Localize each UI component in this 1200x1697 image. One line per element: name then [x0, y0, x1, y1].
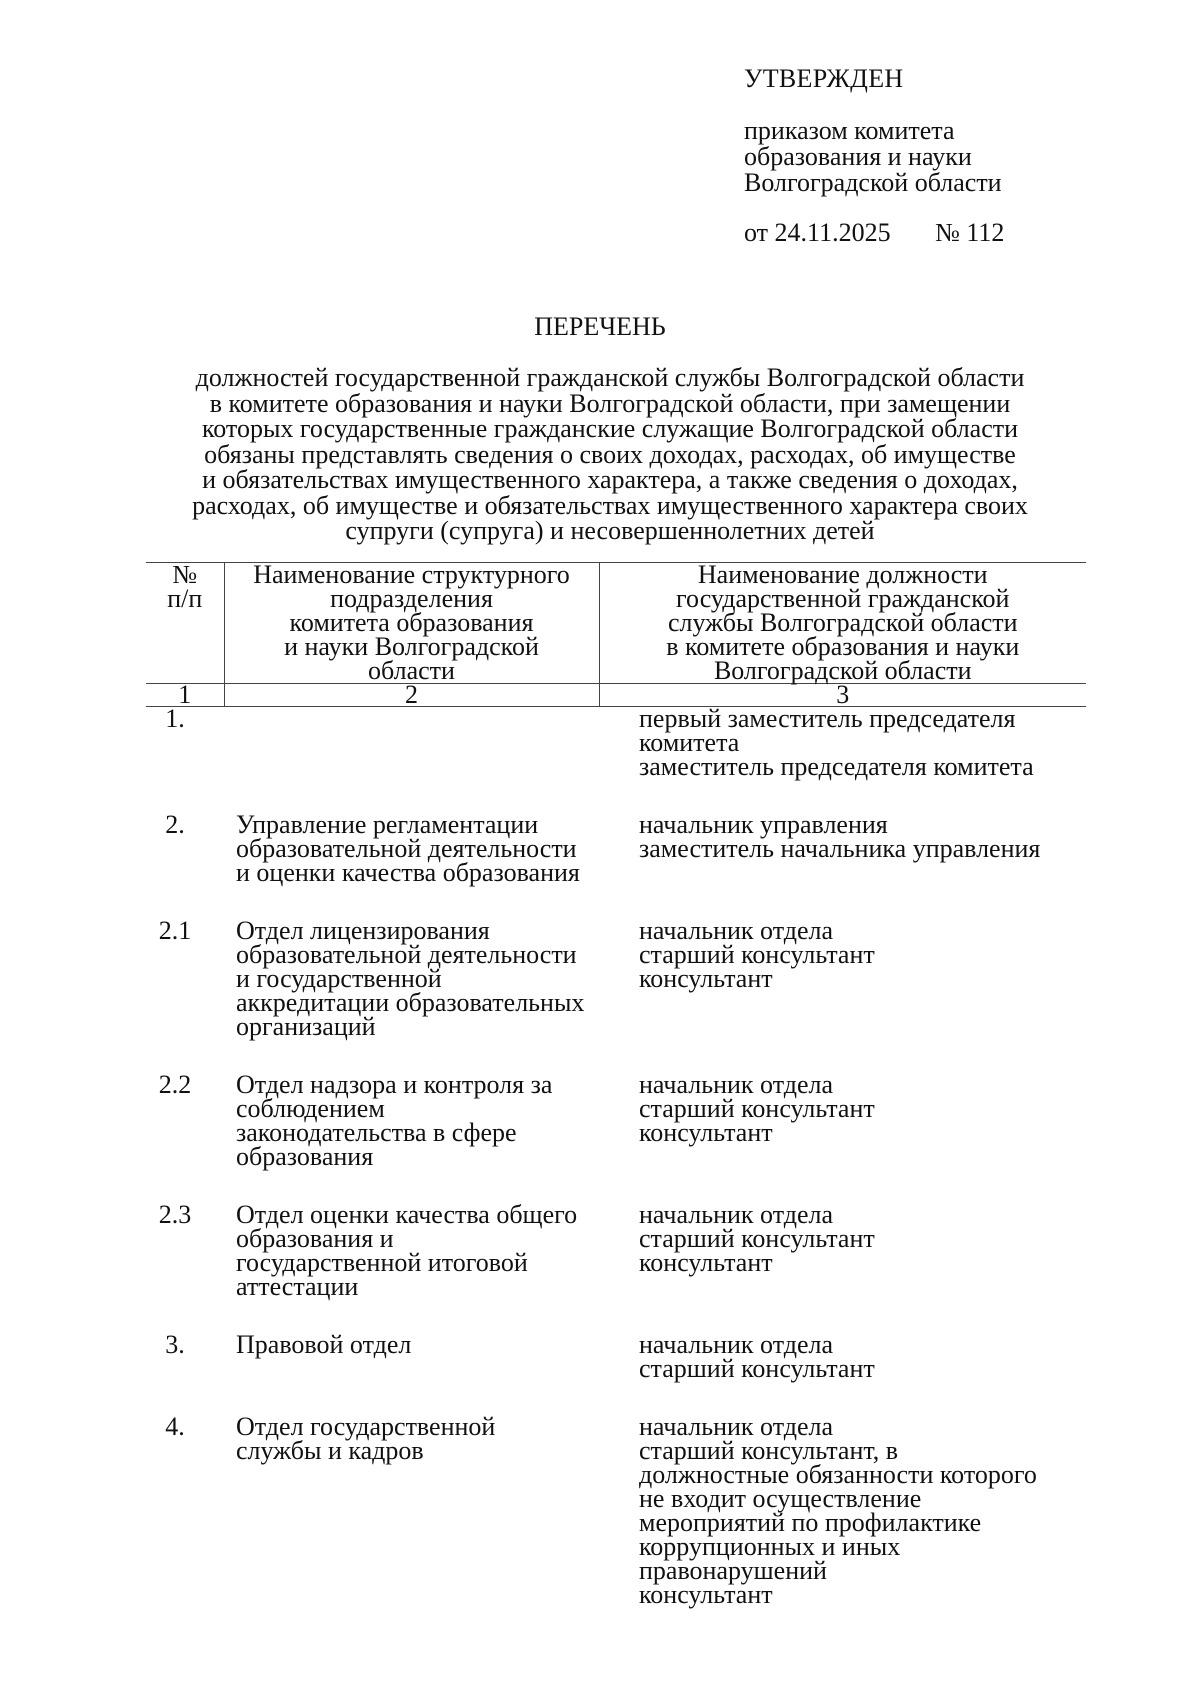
header-number: [146, 560, 224, 684]
unit-line: государственной итоговой: [236, 1248, 528, 1277]
position-line: комитета: [639, 728, 740, 757]
column-number: 2: [224, 684, 599, 707]
table-header-row: [146, 563, 1086, 684]
header-line: области: [368, 656, 455, 685]
subtitle-line: супруги (супруга) и несовершеннолетних детей: [345, 516, 875, 545]
row-number-text: 2.2: [158, 1070, 192, 1099]
row-positions: [599, 810, 1086, 919]
row-number: [146, 810, 224, 919]
position-line: старший консультант: [639, 1224, 875, 1253]
row-positions: [599, 1330, 1086, 1415]
unit-line: службы и кадров: [236, 1436, 424, 1465]
approval-date: 24.11.2025: [774, 218, 891, 247]
approval-order: [744, 118, 1164, 196]
row-unit: [224, 1412, 599, 1641]
subtitle-line: которых государственные гражданские служащие Волгоградской области: [201, 414, 1019, 443]
subtitle-line: обязаны представлять сведения о своих доходах, расходах, об имуществе: [204, 439, 1016, 469]
table-row: [146, 1073, 1086, 1203]
header-line: и науки Волгоградской: [284, 632, 539, 661]
row-positions: [599, 916, 1086, 1073]
position-line: старший консультант: [639, 1354, 875, 1383]
row-number: [146, 1200, 224, 1333]
unit-line: Правовой отдел: [236, 1330, 412, 1359]
approval-stamp: УТВЕРЖДЕН: [744, 64, 904, 93]
subtitle-line: в комитете образования и науки Волгоградской области, при замещении: [209, 388, 1011, 418]
approval-order-line: приказом комитета: [744, 116, 955, 145]
unit-line: образования: [236, 1142, 374, 1171]
approval-order-line: образования и науки: [744, 142, 972, 171]
row-number-text: 2.1: [158, 916, 192, 945]
position-line: первый заместитель председателя: [639, 704, 1016, 733]
positions-table: [146, 562, 1086, 1641]
unit-line: организаций: [236, 1012, 376, 1041]
unit-line: Отдел надзора и контроля за: [236, 1070, 553, 1099]
position-line: начальник отдела: [639, 1412, 834, 1441]
position-line: консультант: [639, 1580, 773, 1609]
unit-line: аттестации: [236, 1272, 359, 1301]
unit-line: Отдел оценки качества общего: [236, 1200, 578, 1229]
position-line: начальник отдела: [639, 1070, 834, 1099]
row-positions: [599, 1070, 1086, 1203]
unit-line: аккредитации образовательных: [236, 988, 585, 1017]
unit-line: законодательства в сфере: [236, 1118, 517, 1147]
position-line: старший консультант, в: [639, 1436, 899, 1465]
row-number-text: 2.3: [158, 1200, 192, 1229]
approval-number: 112: [966, 218, 1005, 247]
unit-line: Отдел лицензирования: [236, 916, 490, 945]
table-row: [146, 813, 1086, 919]
table-row: [146, 919, 1086, 1073]
column-number: 1: [146, 684, 224, 707]
row-number-text: 2.: [165, 810, 185, 839]
row-positions: [599, 1412, 1086, 1641]
position-line: консультант: [639, 1118, 773, 1147]
table-row: [146, 707, 1086, 814]
table-row: [146, 1333, 1086, 1415]
position-line: не входит осуществление: [639, 1484, 922, 1513]
position-line: начальник отдела: [639, 916, 834, 945]
unit-line: Управление регламентации: [236, 810, 539, 839]
header-line: п/п: [167, 584, 203, 613]
table-row: [146, 1415, 1086, 1641]
position-line: правонарушений: [639, 1556, 827, 1585]
row-number-text: 1.: [165, 704, 185, 733]
document-title: ПЕРЕЧЕНЬ: [534, 312, 666, 341]
position-line: должностные обязанности которого: [639, 1460, 1037, 1489]
unit-line: образовательной деятельности: [236, 940, 577, 969]
header-line: государственной гражданской: [676, 584, 1010, 613]
row-number: [146, 916, 224, 1073]
approval-order-line: Волгоградской области: [744, 168, 1002, 197]
approval-block: [744, 66, 1164, 246]
unit-line: Отдел государственной: [236, 1412, 496, 1441]
position-line: мероприятий по профилактике: [639, 1508, 982, 1537]
row-number: [146, 1330, 224, 1415]
position-line: коррупционных и иных: [639, 1532, 901, 1561]
table-row: [146, 1203, 1086, 1333]
header-line: Наименование структурного: [253, 560, 570, 589]
document-subtitle: [130, 365, 1090, 544]
header-line: комитета образования: [289, 608, 534, 637]
position-line: начальник управления: [639, 810, 888, 839]
unit-line: и государственной: [236, 964, 442, 993]
row-unit: [224, 916, 599, 1073]
position-line: старший консультант: [639, 940, 875, 969]
unit-line: образовательной деятельности: [236, 834, 577, 863]
approval-date-line: [744, 220, 1164, 246]
row-unit: [224, 1200, 599, 1333]
header-line: Волгоградской области: [713, 656, 972, 685]
header-line: №: [172, 560, 198, 589]
subtitle-line: должностей государственной гражданской службы Волгоградской области: [195, 363, 1025, 392]
header-line: подразделения: [330, 584, 493, 613]
unit-line: соблюдением: [236, 1094, 385, 1123]
header-unit: [224, 560, 599, 685]
position-line: старший консультант: [639, 1094, 875, 1123]
header-position: [599, 560, 1086, 685]
row-number-text: 4.: [165, 1412, 185, 1441]
row-positions: [599, 1200, 1086, 1333]
unit-line: и оценки качества образования: [236, 858, 580, 887]
row-number: [146, 1070, 224, 1203]
position-line: консультант: [639, 1248, 773, 1277]
number-sign: №: [935, 218, 960, 247]
subtitle-line: и обязательствах имущественного характера, а также сведения о доходах,: [202, 465, 1018, 494]
table-body: [146, 704, 1086, 1642]
row-unit: [224, 810, 599, 919]
row-unit: [224, 707, 599, 814]
date-prefix: от: [744, 218, 769, 247]
header-line: службы Волгоградской области: [667, 608, 1018, 637]
column-number: 3: [599, 684, 1086, 707]
position-line: начальник отдела: [639, 1330, 834, 1359]
header-line: в комитете образования и науки: [666, 632, 1020, 661]
row-number: [146, 1412, 224, 1641]
position-line: заместитель начальника управления: [639, 834, 1041, 863]
header-line: Наименование должности: [697, 560, 988, 589]
position-line: заместитель председателя комитета: [639, 752, 1034, 781]
position-line: начальник отдела: [639, 1200, 834, 1229]
subtitle-line: расходах, об имуществе и обязательствах имущественного характера своих: [192, 490, 1028, 520]
row-positions: [599, 704, 1086, 814]
row-unit: [224, 1070, 599, 1203]
row-number: [146, 704, 224, 814]
row-unit: [224, 1330, 599, 1415]
position-line: консультант: [639, 964, 773, 993]
unit-line: образования и: [236, 1224, 394, 1253]
row-number-text: 3.: [165, 1330, 185, 1359]
